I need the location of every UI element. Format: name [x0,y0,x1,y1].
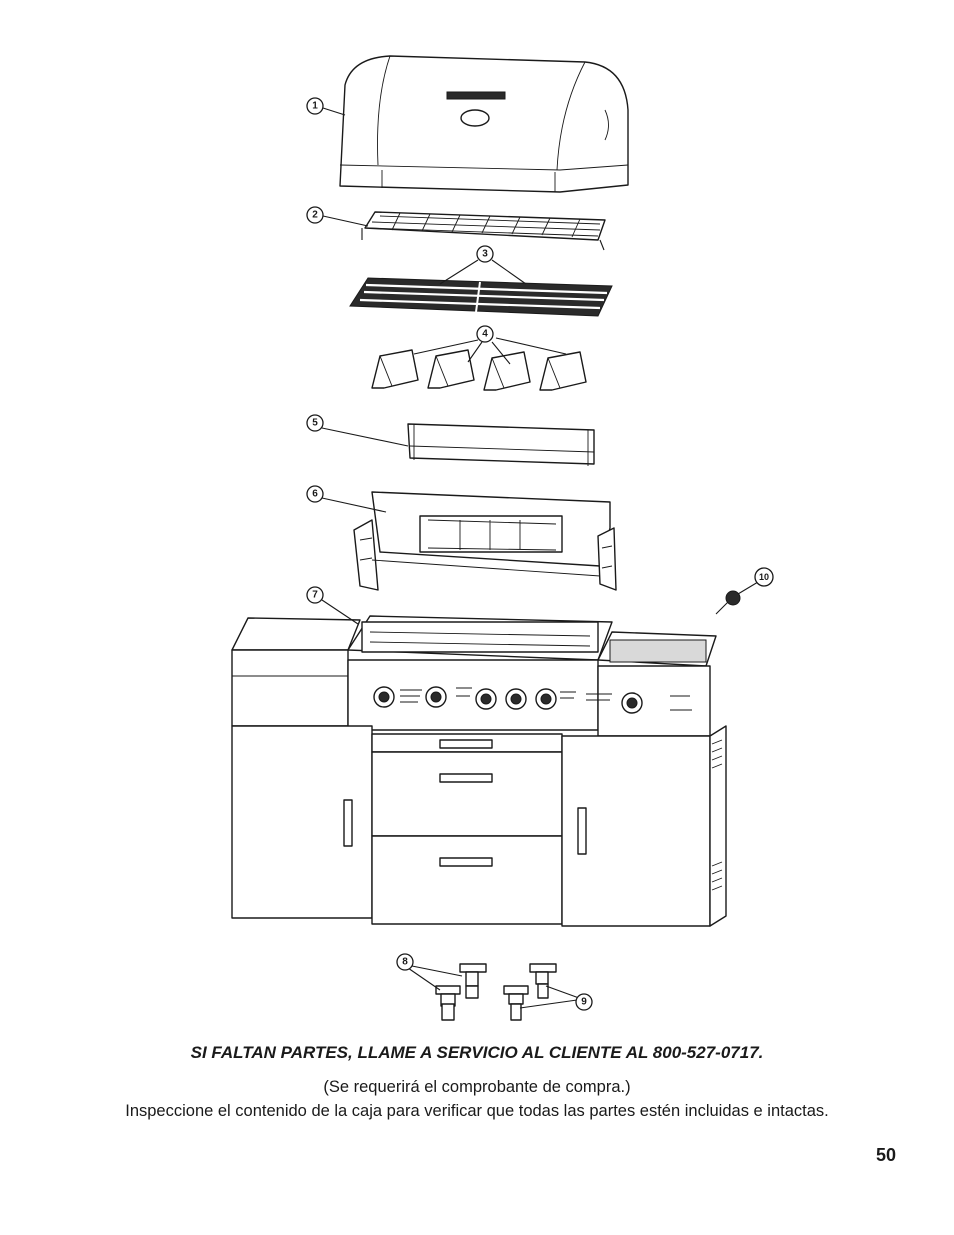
svg-text:8: 8 [402,956,408,968]
svg-text:4: 4 [482,328,488,340]
casters [436,964,556,1020]
svg-text:10: 10 [758,572,770,582]
inspection-instruction: Inspeccione el contenido de la caja para verificar que todas las partes estén incluidas e intactas. [125,1102,829,1120]
callout-6 [307,486,323,502]
control-knob-part [716,591,740,614]
svg-text:1: 1 [312,100,318,112]
callout-9 [576,994,592,1010]
page-number: 50 [875,1145,896,1165]
callout-8 [397,954,413,970]
missing-parts-warning: SI FALTAN PARTES, LLAME A SERVICIO AL CLIENTE AL 800-527-0717. [190,1043,764,1062]
proof-of-purchase-note: (Se requerirá el comprobante de compra.) [323,1078,631,1096]
cooking-grates [350,278,612,316]
svg-text:2: 2 [312,209,318,221]
callout-10 [755,568,773,586]
svg-text:7: 7 [312,589,318,601]
heat-tents [372,350,586,390]
svg-text:5: 5 [312,417,318,429]
warming-rack [362,212,605,250]
grill-cart [232,616,726,926]
callout-1 [307,98,323,114]
svg-text:3: 3 [482,248,488,260]
grill-lid [340,56,628,192]
firebox-assembly [354,492,616,590]
svg-text:9: 9 [581,996,587,1008]
burner-tube [408,424,594,466]
callout-4 [477,326,493,342]
callout-2 [307,207,323,223]
callout-3 [477,246,493,262]
svg-text:6: 6 [312,488,318,500]
callout-5 [307,415,323,431]
callout-7 [307,587,323,603]
